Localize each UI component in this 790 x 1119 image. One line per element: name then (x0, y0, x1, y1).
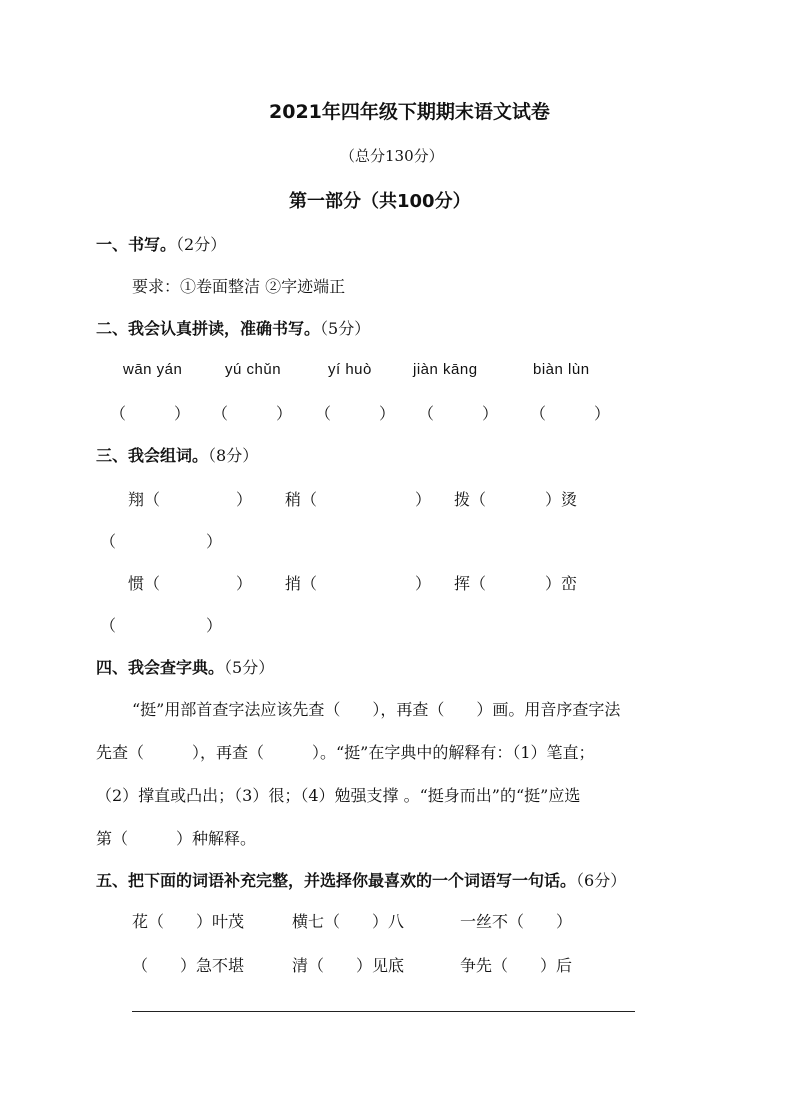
question-4-heading (96, 655, 274, 678)
question-3-heading (96, 443, 258, 466)
question-4-points: （5分） (224, 658, 275, 677)
total-score: （总分130分） (340, 147, 444, 165)
sentence-answer-line[interactable] (132, 1011, 635, 1012)
word-item-bo-open: 拨（ (454, 490, 487, 509)
question-3-points: （8分） (208, 446, 259, 465)
exam-title: 2021年四年级下期期末语文试卷 (269, 101, 550, 123)
question-2-points: （5分） (320, 319, 371, 338)
question-3-title: 三、我会组词。 (96, 446, 209, 465)
dictionary-text-line-4: 第（ ）种解释。 (96, 829, 257, 848)
idiom-2: 横七（ ）八 (292, 912, 405, 931)
question-1-heading (96, 232, 226, 255)
writing-requirement: 要求：①卷面整洁 ②字迹端正 (132, 277, 346, 296)
pinyin-5: biàn lùn (533, 361, 590, 378)
word-item-xiang-open: 翔（ (128, 490, 161, 509)
question-5-points: （6分） (576, 871, 627, 890)
idiom-4: （ ）急不堪 (132, 956, 245, 975)
word-item-shao-close: ） (415, 490, 432, 509)
part-heading: 第一部分（共100分） (289, 191, 471, 212)
pinyin-2: yú chǔn (225, 361, 282, 378)
word-item-tang-close: ） (206, 532, 223, 551)
question-5-title: 五、把下面的词语补充完整，并选择你最喜欢的一个词语写一句话。 (96, 871, 577, 890)
word-item-guan-close: ） (236, 574, 253, 593)
dictionary-text-line-3: （2）撑直或凸出；（3）很；（4）勉强支撑 。“挺身而出”的“挺”应选 (96, 786, 581, 805)
pinyin-3: yí huò (328, 361, 372, 378)
word-item-shao2-open: 捎（ (285, 574, 318, 593)
pinyin-4: jiàn kāng (413, 361, 478, 378)
word-item-luan-open: （ (100, 616, 117, 635)
word-item-luan-close: ） (206, 616, 223, 635)
idiom-1: 花（ ）叶茂 (132, 912, 245, 931)
question-4-title: 四、我会查字典。 (96, 658, 225, 677)
word-item-hui-open: 挥（ (454, 574, 487, 593)
dictionary-text-line-1: “挺”用部首查字法应该先查（ ），再查（ ）画。用音序查字法 (132, 700, 621, 719)
idiom-3: 一丝不（ ） (460, 912, 573, 931)
answer-blank-5[interactable]: （ ） (530, 404, 611, 423)
answer-blank-1[interactable]: （ ） (110, 404, 191, 423)
word-item-bo-close-tang: ）烫 (545, 490, 578, 509)
answer-blank-3[interactable]: （ ） (315, 404, 396, 423)
word-item-tang-open: （ (100, 532, 117, 551)
word-item-hui-close-luan: ）峦 (545, 574, 578, 593)
word-item-guan-open: 惯（ (128, 574, 161, 593)
word-item-shao2-close: ） (415, 574, 432, 593)
question-1-points: （2分） (176, 235, 227, 254)
question-1-title: 一、书写。 (96, 235, 177, 254)
answer-blank-4[interactable]: （ ） (418, 404, 499, 423)
word-item-shao-open: 稍（ (285, 490, 318, 509)
idiom-5: 清（ ）见底 (292, 956, 405, 975)
answer-blank-2[interactable]: （ ） (212, 404, 293, 423)
pinyin-1: wān yán (123, 361, 183, 378)
question-2-title: 二、我会认真拼读，准确书写。 (96, 319, 321, 338)
idiom-6: 争先（ ）后 (460, 956, 573, 975)
word-item-xiang-close: ） (236, 490, 253, 509)
question-2-heading (96, 316, 370, 339)
question-5-heading (96, 868, 626, 891)
dictionary-text-line-2: 先查（ ），再查（ ）。“挺”在字典中的解释有：（1）笔直； (96, 743, 595, 762)
